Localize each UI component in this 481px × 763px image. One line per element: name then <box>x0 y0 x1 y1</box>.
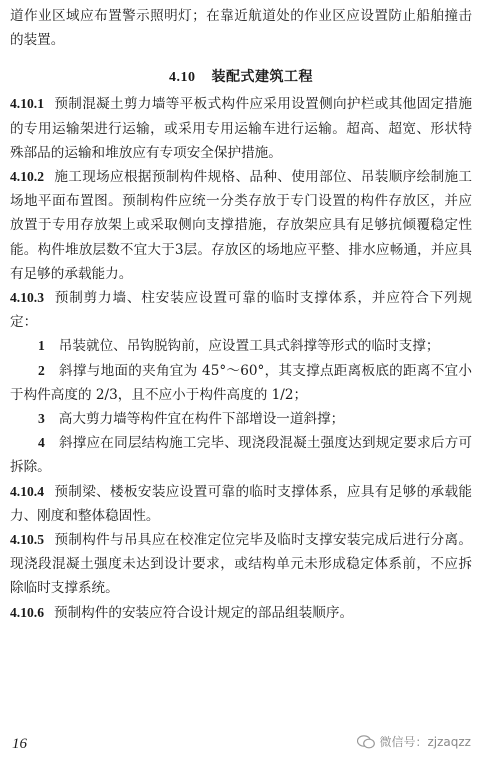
clause-number: 4.10.1 <box>10 96 44 112</box>
item-number: 4 <box>38 435 45 451</box>
clause-number: 4.10.6 <box>10 604 44 620</box>
list-item-3 <box>10 407 472 431</box>
section-heading <box>10 66 472 86</box>
item-text: 斜撑与地面的夹角宜为 45°～60°，其支撑点距离板底的距离不宜小于构件高度的 2/3，且不应小于构件高度的 1/2； <box>10 362 472 403</box>
clause-4-10-2 <box>10 165 472 286</box>
clause-4-10-5 <box>10 528 472 601</box>
item-number: 2 <box>38 362 45 378</box>
clause-text: 预制构件与吊具应在校准定位完毕及临时支撑安装完成后进行分离。现浇段混凝土强度未达到设计要求，或结构单元未形成稳定体系前，不应拆除临时支撑系统。 <box>10 532 472 597</box>
intro-paragraph: 道作业区域应布置警示照明灯；在靠近航道处的作业区应设置防止船舶撞击的装置。 <box>10 8 472 49</box>
watermark <box>357 733 471 750</box>
clause-number: 4.10.4 <box>10 483 44 499</box>
clause-4-10-3 <box>10 286 472 334</box>
section-number: 4.10 <box>169 70 196 86</box>
clause-text: 预制构件的安装应符合设计规定的部品组装顺序。 <box>53 604 354 621</box>
clause-4-10-4 <box>10 480 472 528</box>
list-item-4 <box>10 431 472 479</box>
clause-4-10-6 <box>10 601 472 625</box>
item-text: 斜撑应在同层结构施工完毕、现浇段混凝土强度达到规定要求后方可拆除。 <box>10 435 472 476</box>
item-number: 1 <box>38 338 45 354</box>
document-page <box>10 4 472 625</box>
clause-text: 预制梁、楼板安装应设置可靠的临时支撑体系，应具有足够的承载能力、刚度和整体稳固性。 <box>10 483 472 524</box>
clause-4-10-1 <box>10 92 472 165</box>
clause-number: 4.10.5 <box>10 532 44 548</box>
list-item-2 <box>10 359 472 407</box>
list-item-1 <box>10 334 472 358</box>
clause-number: 4.10.2 <box>10 169 44 185</box>
item-text: 高大剪力墙等构件宜在构件下部增设一道斜撑； <box>58 411 345 428</box>
item-number: 3 <box>38 411 45 427</box>
watermark-text: 微信号：zjzaqzz <box>379 735 471 749</box>
section-title: 装配式建筑工程 <box>211 69 313 86</box>
item-text: 吊装就位、吊钩脱钩前，应设置工具式斜撑等形式的临时支撑； <box>58 338 440 355</box>
page-number: 16 <box>12 736 27 752</box>
wechat-icon <box>357 735 375 749</box>
clause-number: 4.10.3 <box>10 290 44 306</box>
clause-text: 施工现场应根据预制构件规格、品种、使用部位、吊装顺序绘制施工场地平面布置图。预制构件应统一分类存放于专门设置的构件存放区，并应放置于专用存放架上或采取侧向支撑措施，存放架应具有足够抗倾覆稳定性能。构件堆放层数不宜大于3层。存放区的场地应平整、排水应畅通，并应具有足够的承载能力。 <box>10 169 472 282</box>
clause-text: 预制混凝土剪力墙等平板式构件应采用设置侧向护栏或其他固定措施的专用运输架进行运输，或采用专用运输车进行运输。超高、超宽、形状特殊部品的运输和堆放应有专项安全保护措施。 <box>10 96 472 161</box>
clause-text: 预制剪力墙、柱安装应设置可靠的临时支撑体系，并应符合下列规定： <box>10 290 472 331</box>
